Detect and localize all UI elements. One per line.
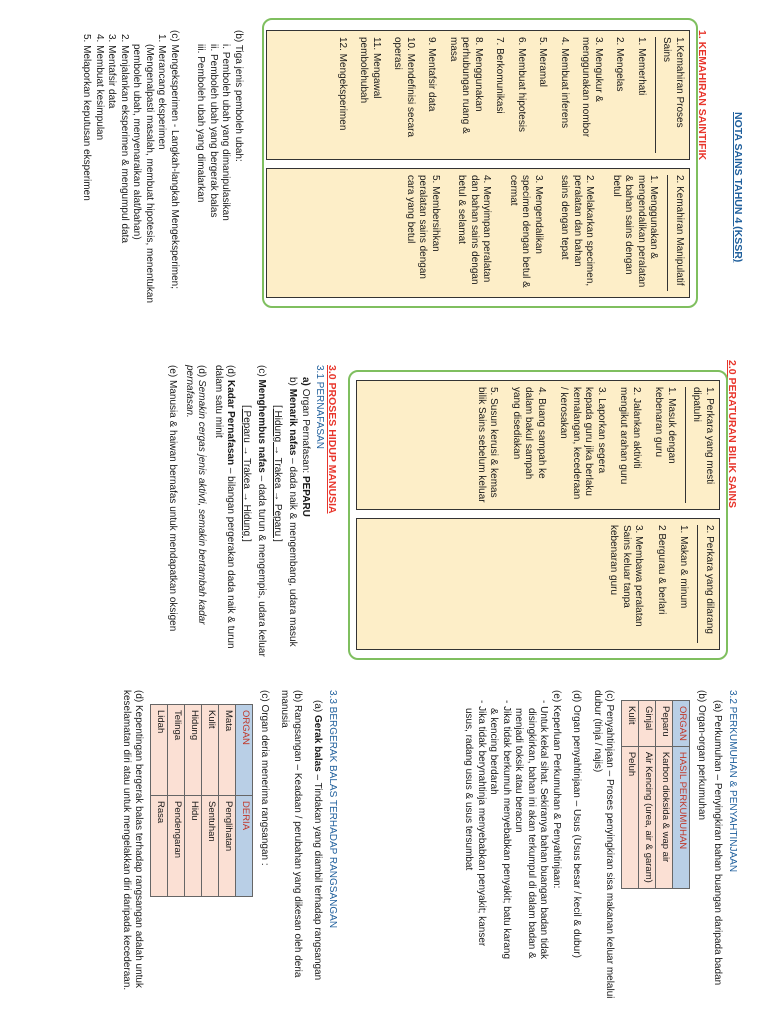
item-italic: Semakin cergas jenis aktivti, semakin bertambah kadar pernafasan. xyxy=(184,365,208,625)
patuhi-box xyxy=(356,380,720,510)
table-cell: Kulit xyxy=(202,705,219,796)
proses-sains-box xyxy=(266,30,690,160)
item-text: Manusia & haiwan bernafas untuk mendapatkan oksigen xyxy=(167,380,179,632)
item-bold: Gerak balas xyxy=(312,715,324,772)
table-cell: Pendengaran xyxy=(168,796,185,897)
pernafasan-b xyxy=(286,365,299,665)
table-row xyxy=(168,705,185,897)
list-item: 1. Makan & minum xyxy=(678,525,690,609)
item-label: b) xyxy=(287,377,299,386)
perkumuhan-table xyxy=(622,700,691,889)
list-item: 12. Mengeksperimen xyxy=(337,37,348,131)
pernafasan-c xyxy=(255,365,268,665)
table-cell: Sentuhan xyxy=(202,796,219,897)
rangsangan-b: (b) Rangsangan – Keadaan / perubahan yang dikesan oleh deria manusia xyxy=(279,690,303,978)
peraturan-heading: 2.0 PERATURAN BILIK SAINS xyxy=(726,360,738,508)
rangsangan-c: (c) Organ deria menerima rangsangan : xyxy=(259,690,270,866)
perkumuhan-c: (c) Penyahtinjaan – Proses penyingkiran sisa makanan keluar melalui dubur (tinja / najis) xyxy=(592,690,616,999)
deria-table xyxy=(151,704,254,897)
item-label: (c) xyxy=(256,365,268,377)
list-item: 10. Mendefinisi secara operasi xyxy=(392,37,416,138)
list-item: menjadi toksik atau beracun xyxy=(513,708,525,833)
table-row xyxy=(185,705,202,897)
list-item: disingkirkan, bahan ini akan terkumpul di dalam badan & xyxy=(526,708,537,959)
dilarang-heading: 2. Perkara yang dilarang xyxy=(698,525,716,643)
list-item: 11. Mengawal pembolehubah xyxy=(358,37,382,104)
item-label: (d) xyxy=(196,365,208,378)
list-item: 2 Bergurau & berlari xyxy=(656,525,667,615)
perkumuhan-d: (d) Organ penyahtinjaan – Usus (Usus besar / kecil & dubur) xyxy=(571,690,583,958)
kemahiran-heading: 1. KEMAHIRAN SAINTIFIK xyxy=(696,30,708,161)
table-header: ORGAN xyxy=(236,705,253,796)
list-item: & kencing berdarah xyxy=(488,708,500,795)
proses-hidup-heading: 3.0 PROSES HIDUP MANUSIA xyxy=(326,365,338,514)
rangsangan-a xyxy=(311,690,324,1010)
table-row xyxy=(639,701,656,889)
list-item: (Mengenalpasti masalah, membuat hipotesis, menentukan xyxy=(144,44,155,304)
perkumuhan-section xyxy=(462,690,738,1010)
table-cell: Telinga xyxy=(168,705,185,796)
item-text: – dada naik & mengembang, udara masuk xyxy=(287,455,299,647)
item-label: (a) xyxy=(312,700,324,713)
table-cell: Ginjal xyxy=(639,701,656,747)
pemboleh-intro: (b) Tiga jenis pemboleh ubah: xyxy=(233,30,244,162)
list-item: 5. Membersihkan peralatan sains dengan cara yang betul xyxy=(405,175,441,279)
list-item: 4. Buang sampah ke dalam bakul sampah yang disediakan xyxy=(511,387,547,480)
list-item: 2. Jalankan aktiviti mengikut arahan guru xyxy=(618,387,642,485)
table-header: HASIL PERKUMUHAN xyxy=(673,746,690,888)
manipulatif-box xyxy=(266,168,690,298)
item-label: a) xyxy=(300,377,311,386)
table-cell: Rasa xyxy=(151,796,168,897)
list-item: 5. Susun kerusi & kemas bilik Sains sebelum keluar xyxy=(476,387,500,503)
exhale-flow: [ Peparu → Trakea → Hidung ] xyxy=(241,405,252,542)
item-bold: Menarik nafas xyxy=(287,388,299,456)
title-label: NOTA SAINS TAHUN 4 (KSSR) xyxy=(732,112,744,263)
eksperimen-intro: (c) Mengeksperimen - Langkah-langkah Mengeksperimen; xyxy=(169,30,180,290)
list-item: ii. Pemboleh ubah yang bergerak balas xyxy=(208,44,219,218)
list-item: 5. Meramal xyxy=(537,37,549,88)
list-item: 3. Mengendalikan specimen dengan betul & cermat xyxy=(508,175,544,288)
table-row xyxy=(202,705,219,897)
table-row xyxy=(656,701,673,889)
patuhi-heading: 1. Perkara yang mesti dipatuhi xyxy=(685,387,715,503)
list-item: 3. Laporkan segera kepada guru jika berlaku kemalangan, kecederaan / kerosakan xyxy=(558,387,607,500)
table-row xyxy=(219,705,236,897)
pemboleh-section xyxy=(80,30,244,330)
table-cell: Lidah xyxy=(151,705,168,796)
item-label: (d) xyxy=(225,365,237,378)
table-cell: Hidung xyxy=(185,705,202,796)
dilarang-box xyxy=(356,518,720,650)
item-text: – Tindakan yang diambil terhadap rangsangan xyxy=(312,771,324,981)
manipulatif-heading: 2. Kemahiran Manipulatif xyxy=(668,175,686,291)
rangsangan-d: (d) Kepentingan bergerak balas terhadap rangsangan adalah untuk keselamatan diri atau untuk mengelakkan diri daripada kecederaan. xyxy=(121,690,145,991)
table-row xyxy=(622,701,639,889)
table-cell: Air Kencing (urea, air & garam) xyxy=(639,746,656,888)
pernafasan-d2 xyxy=(183,365,208,665)
list-item: 7. Berkomunikasi xyxy=(494,37,506,114)
perkumuhan-heading: 3.2 PERKUMUHAN & PENYAHTINJAAN xyxy=(727,690,738,873)
table-header: ORGAN xyxy=(673,701,690,747)
list-item: 4. Menyimpan peralatan dan bahan sains dengan betul & selamat xyxy=(456,175,493,285)
list-item: 3. Mentafsir data xyxy=(106,34,118,109)
list-item: 4. Membuat inferens xyxy=(559,37,570,129)
pernafasan-e xyxy=(166,365,179,665)
item-bold: Menghembus nafas xyxy=(256,379,268,473)
list-item: 1. Memerhati xyxy=(636,37,647,96)
list-item: 2. Melakarkan specimen, peralatan dan bahan sains dengan tepat xyxy=(559,175,596,287)
table-cell: Karbon dioksida & wap air xyxy=(656,746,673,888)
table-cell: Hidu xyxy=(185,796,202,897)
perkumuhan-b: (b) Organ-organ perkumuhan xyxy=(696,690,707,821)
list-item: - Jika tidak berynahtinja menyebabkan penyakit; kanser xyxy=(476,700,487,947)
table-row xyxy=(151,705,168,897)
list-item: 3. Mengukur & menggunakan nombor xyxy=(580,37,604,138)
item-text: Organ Pernafasan: xyxy=(300,388,311,474)
item-bold: Kadar Pernafasan xyxy=(225,380,237,466)
item-text: – bilangan pergerakan dada naik & turun dalam satu minit xyxy=(213,365,237,649)
list-item: usus, radang usus & usus tersumbat xyxy=(463,708,475,871)
list-item: 9. Mentafsir data xyxy=(426,37,438,112)
item-label: (e) xyxy=(167,365,179,378)
list-item: i. Pemboleh ubah yang dimanipulasikan xyxy=(220,44,232,221)
list-item: iii. Pemboleh ubah yang dimalarkan xyxy=(195,44,207,203)
item-bold: PEPARU xyxy=(300,475,311,517)
list-item: 1. Merancang eksperimen xyxy=(156,34,168,150)
list-item: 1. Masuk dengan kebenaran guru xyxy=(653,387,677,464)
list-item: - Jika tidak berkumuh menyebabkan penyakit; batu karang xyxy=(501,700,512,960)
table-cell: Kulit xyxy=(622,701,639,747)
proses-sains-heading: 1.Kemahiran Proses Sains xyxy=(655,37,685,153)
list-item: 1. Menggunakan & mengendalikan peralatan & bahan sains dengan betul xyxy=(611,175,660,288)
list-item: 2. Menjalankan eksperimen & mengumpul data xyxy=(119,34,130,244)
list-item: 3. Membawa peralatan Sains keluar tanpa kebenaran guru xyxy=(608,525,645,627)
list-item: 2. Mengelas xyxy=(614,37,626,92)
perkumuhan-a: (a) Perkumuhan – Penyingkiran bahan buangan daripada badan xyxy=(712,700,724,986)
table-cell: Mata xyxy=(219,705,236,796)
table-cell: Peluh xyxy=(622,746,639,888)
table-cell: Penglihatan xyxy=(219,796,236,897)
table-cell: Peparu xyxy=(656,701,673,747)
pernafasan-a xyxy=(299,365,312,665)
list-item: 4. Membuat kesimpulan xyxy=(94,34,105,141)
item-text: – dada turun & mengempis, udara keluar xyxy=(256,472,268,657)
pernafasan-d xyxy=(212,365,237,665)
list-item: pemboleh ubah, menyenaraikan alat/bahan) xyxy=(131,44,143,240)
rangsangan-section xyxy=(120,690,339,1010)
list-item: 5. Melaporkan keputusan eksperimen xyxy=(81,34,93,201)
perkumuhan-e-intro: (e) Keperluan Perkumuhan & Penyahtinjaan: xyxy=(551,690,562,889)
list-item: 8. Menggunakan perhubungan ruang & masa xyxy=(448,37,484,134)
rangsangan-heading: 3.3 BERGERAK BALAS TERHADAP RANGSANGAN xyxy=(327,690,338,929)
proses-hidup-section xyxy=(166,365,338,665)
table-header: DERIA xyxy=(236,796,253,897)
inhale-flow: [ Hidung → Trakea → Peparu ] xyxy=(272,405,283,542)
pernafasan-heading: 3.1 PERNAFASAN xyxy=(314,365,326,449)
list-item: - Untuk kekal sihat. Sekiranya bahan buangan badan tidak xyxy=(538,700,550,960)
list-item: 6. Membuat hipotesis xyxy=(516,37,527,133)
